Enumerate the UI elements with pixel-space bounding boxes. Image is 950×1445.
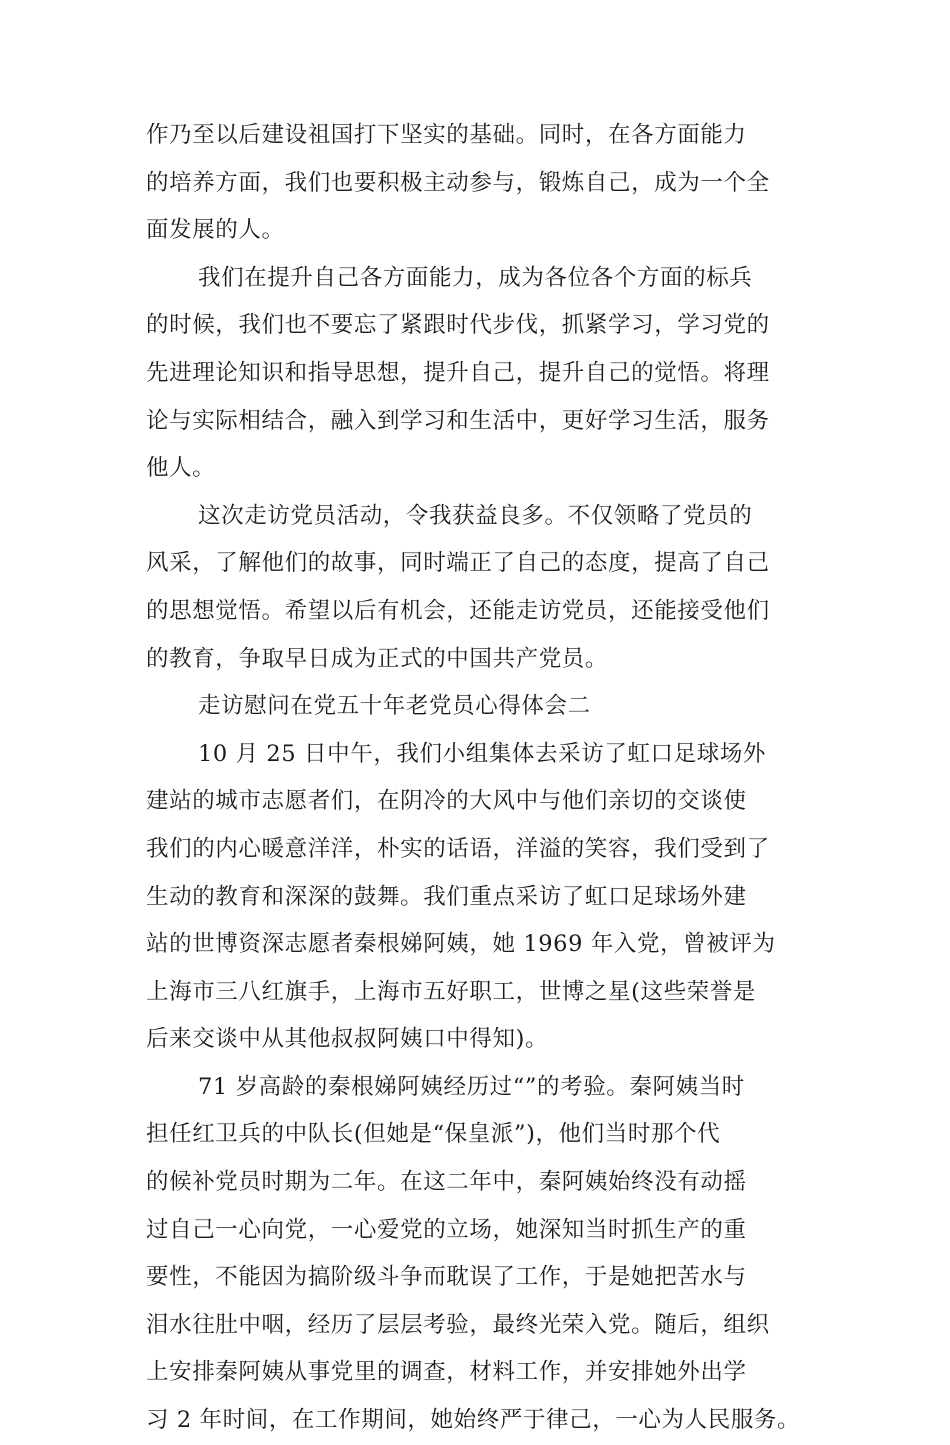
text-line: 10 月 25 日中午，我们小组集体去采访了虹口足球场外 [198, 740, 767, 767]
text-line: 泪水往肚中咽，经历了层层考验，最终光荣入党。随后，组织 [146, 1311, 770, 1338]
text-line: 面发展的人。 [146, 217, 285, 244]
text-line: 作乃至以后建设祖国打下坚实的基础。同时，在各方面能力 [146, 122, 747, 148]
text-line: 过自己一心向党，一心爱党的立场，她深知当时抓生产的重 [146, 1216, 747, 1243]
text-line: 走访慰问在党五十年老党员心得体会二 [198, 693, 591, 720]
text-line: 的候补党员时期为二年。在这二年中，秦阿姨始终没有动摇 [146, 1169, 747, 1196]
document-body [146, 112, 816, 1445]
text-line: 站的世博资深志愿者秦根娣阿姨，她 1969 年入党，曾被评为 [146, 931, 776, 958]
text-line: 先进理论知识和指导思想，提升自己，提升自己的觉悟。将理 [146, 359, 770, 386]
text-line: 生动的教育和深深的鼓舞。我们重点采访了虹口足球场外建 [146, 883, 747, 910]
text-line: 担任红卫兵的中队长(但她是“保皇派”)，他们当时那个代 [146, 1121, 721, 1148]
text-line: 的教育，争取早日成为正式的中国共产党员。 [146, 645, 609, 672]
text-line: 的时候，我们也不要忘了紧跟时代步伐，抓紧学习，学习党的 [146, 312, 770, 339]
text-line: 论与实际相结合，融入到学习和生活中，更好学习生活，服务 [146, 407, 770, 434]
text-line: 我们的内心暖意洋洋，朴实的话语，洋溢的笑容，我们受到了 [146, 835, 770, 862]
text-line: 71 岁高龄的秦根娣阿姨经历过“”的考验。秦阿姨当时 [198, 1073, 745, 1100]
text-line: 习 2 年时间，在工作期间，她始终严于律己，一心为人民服务。 [146, 1407, 801, 1434]
text-line: 上安排秦阿姨从事党里的调查，材料工作，并安排她外出学 [146, 1359, 747, 1386]
text-line: 他人。 [146, 455, 216, 482]
text-line: 建站的城市志愿者们，在阴冷的大风中与他们亲切的交谈使 [146, 788, 747, 815]
text-line: 上海市三八红旗手，上海市五好职工，世博之星(这些荣誉是 [146, 978, 756, 1005]
text-line: 的培养方面，我们也要积极主动参与，锻炼自己，成为一个全 [146, 169, 770, 196]
text-line: 后来交谈中从其他叔叔阿姨口中得知)。 [146, 1026, 549, 1053]
text-line: 我们在提升自己各方面能力，成为各位各个方面的标兵 [198, 264, 753, 291]
text-line: 要性，不能因为搞阶级斗争而耽误了工作，于是她把苦水与 [146, 1264, 747, 1291]
text-line: 这次走访党员活动，令我获益良多。不仅领略了党员的 [198, 502, 753, 529]
text-line: 风采，了解他们的故事，同时端正了自己的态度，提高了自己 [146, 550, 770, 577]
text-line: 的思想觉悟。希望以后有机会，还能走访党员，还能接受他们 [146, 597, 770, 624]
